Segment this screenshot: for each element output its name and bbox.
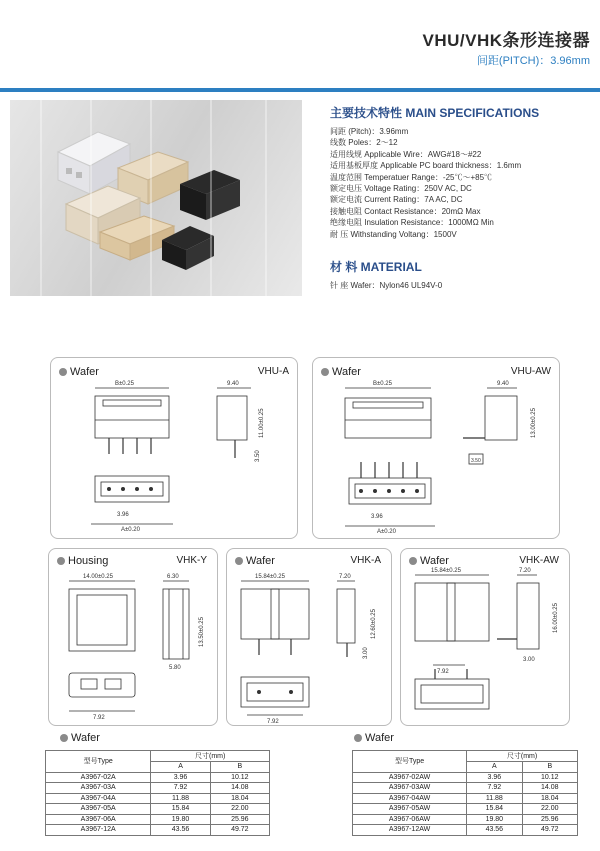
material-item: 针 座 Wafer：Nylon46 UL94V-0 bbox=[330, 281, 443, 290]
panel-vhu-aw bbox=[312, 357, 560, 539]
svg-text:15.84±0.25: 15.84±0.25 bbox=[255, 574, 285, 580]
dim-9-40: 9.40 bbox=[227, 381, 239, 387]
svg-text:6.30: 6.30 bbox=[167, 574, 179, 580]
dimension-table-left bbox=[45, 750, 270, 836]
specs-list bbox=[330, 126, 521, 240]
material-heading: 材 料 MATERIAL bbox=[330, 260, 422, 274]
panel-label: VHK-Y bbox=[176, 555, 207, 566]
svg-text:13.00±0.25: 13.00±0.25 bbox=[531, 408, 537, 438]
svg-text:16.00±0.25: 16.00±0.25 bbox=[553, 603, 559, 633]
svg-text:15.84±0.25: 15.84±0.25 bbox=[431, 568, 461, 574]
table-row: A3967-04AW 11.88 18.04 bbox=[353, 793, 578, 804]
specs-heading: 主要技术特性 MAIN SPECIFICATIONS bbox=[330, 106, 540, 120]
col-type: 型号Type bbox=[46, 751, 151, 773]
panel-title: Housing bbox=[57, 555, 108, 567]
spec-item: 适用基板厚度 Applicable PC board thickness：1.6mm bbox=[330, 161, 522, 171]
svg-text:3.96: 3.96 bbox=[371, 514, 383, 520]
svg-text:14.00±0.25: 14.00±0.25 bbox=[83, 574, 113, 580]
dim-11: 11.00±0.25 bbox=[259, 408, 265, 438]
spec-item: 额定电压 Voltage Rating：250V AC, DC bbox=[330, 184, 472, 194]
col-size: 尺寸(mm) bbox=[151, 751, 270, 762]
page-title: VHU/VHK条形连接器 bbox=[422, 31, 590, 50]
dimension-table-right bbox=[352, 750, 578, 836]
col-b: B bbox=[522, 762, 577, 773]
svg-text:7.92: 7.92 bbox=[93, 715, 105, 721]
table-row: A3967-02A 3.96 10.12 bbox=[46, 772, 270, 783]
svg-text:7.92: 7.92 bbox=[437, 669, 449, 675]
panel-title: Wafer bbox=[235, 555, 275, 567]
header-rule bbox=[0, 88, 600, 92]
dim-3-96: 3.96 bbox=[117, 512, 129, 518]
svg-text:B±0.25: B±0.25 bbox=[373, 381, 392, 387]
spec-item: 间距 (Pitch)：3.96mm bbox=[330, 127, 409, 136]
drawing-vhk-y bbox=[49, 549, 217, 725]
spec-item: 适用线规 Applicable Wire：AWG#18～#22 bbox=[330, 149, 482, 159]
col-a: A bbox=[467, 762, 522, 773]
svg-text:A±0.20: A±0.20 bbox=[377, 529, 396, 535]
bullet-icon bbox=[60, 734, 68, 742]
spec-item: 额定电流 Current Rating：7A AC, DC bbox=[330, 195, 463, 205]
col-b: B bbox=[210, 762, 269, 773]
drawing-vhu-a bbox=[51, 358, 297, 538]
spec-item: 接触电阻 Contact Resistance：20mΩ Max bbox=[330, 206, 481, 216]
bullet-icon bbox=[354, 734, 362, 742]
table-row: A3967-06A 19.80 25.96 bbox=[46, 814, 270, 825]
spec-item: 绝缘电阻 Insulation Resistance：1000MΩ Min bbox=[330, 218, 494, 228]
table-row: A3967-02AW 3.96 10.12 bbox=[353, 772, 578, 783]
drawing-vhu-aw bbox=[313, 358, 559, 538]
panel-vhk-a bbox=[226, 548, 392, 726]
panel-vhk-y bbox=[48, 548, 218, 726]
svg-text:7.92: 7.92 bbox=[267, 719, 279, 725]
table-row: A3967-05A 15.84 22.00 bbox=[46, 804, 270, 815]
svg-text:7.20: 7.20 bbox=[519, 568, 531, 574]
table-row: A3967-12AW 43.56 49.72 bbox=[353, 825, 578, 836]
panel-title: Wafer bbox=[409, 555, 449, 567]
panel-vhk-aw bbox=[400, 548, 570, 726]
dim-b: B±0.25 bbox=[115, 381, 134, 387]
table-row: A3967-03A 7.92 14.08 bbox=[46, 783, 270, 794]
material-list bbox=[330, 280, 442, 291]
table-row: A3967-03AW 7.92 14.08 bbox=[353, 783, 578, 794]
panel-title: Wafer bbox=[59, 366, 99, 378]
svg-text:12.60±0.25: 12.60±0.25 bbox=[371, 609, 377, 639]
table-title-left: Wafer bbox=[60, 732, 100, 744]
connector-illustration bbox=[10, 100, 302, 296]
svg-text:13.50±0.25: 13.50±0.25 bbox=[199, 617, 205, 647]
table-row: A3967-05AW 15.84 22.00 bbox=[353, 804, 578, 815]
panel-label: VHK-A bbox=[350, 555, 381, 566]
drawing-vhk-a bbox=[227, 549, 391, 725]
dim-3-50: 3.50 bbox=[255, 450, 261, 462]
panel-label: VHU-AW bbox=[510, 366, 551, 377]
svg-text:9.40: 9.40 bbox=[497, 381, 509, 387]
panel-label: VHK-AW bbox=[519, 555, 559, 566]
table-row: A3967-12A 43.56 49.72 bbox=[46, 825, 270, 836]
table-title-right: Wafer bbox=[354, 732, 394, 744]
col-a: A bbox=[151, 762, 210, 773]
svg-text:7.20: 7.20 bbox=[339, 574, 351, 580]
dim-a: A±0.20 bbox=[121, 527, 140, 533]
svg-text:3.00: 3.00 bbox=[523, 657, 535, 663]
page-subtitle: 间距(PITCH)：3.96mm bbox=[476, 55, 590, 67]
col-size: 尺寸(mm) bbox=[467, 751, 578, 762]
svg-text:3.00: 3.00 bbox=[363, 647, 369, 659]
svg-text:3.50: 3.50 bbox=[471, 458, 481, 464]
panel-label: VHU-A bbox=[257, 366, 289, 377]
col-type: 型号Type bbox=[353, 751, 467, 773]
spec-item: 温度范围 Temperatuer Range：-25℃～+85℃ bbox=[330, 172, 493, 182]
panel-vhu-a bbox=[50, 357, 298, 539]
panel-title: Wafer bbox=[321, 366, 361, 378]
spec-item: 耐 压 Withstanding Voltang：1500V bbox=[330, 229, 457, 239]
table-row: A3967-04A 11.88 18.04 bbox=[46, 793, 270, 804]
table-row: A3967-06AW 19.80 25.96 bbox=[353, 814, 578, 825]
svg-text:5.80: 5.80 bbox=[169, 665, 181, 671]
product-photo bbox=[10, 100, 302, 296]
drawing-vhk-aw bbox=[401, 549, 569, 725]
spec-item: 线数 Poles：2～12 bbox=[330, 138, 398, 148]
